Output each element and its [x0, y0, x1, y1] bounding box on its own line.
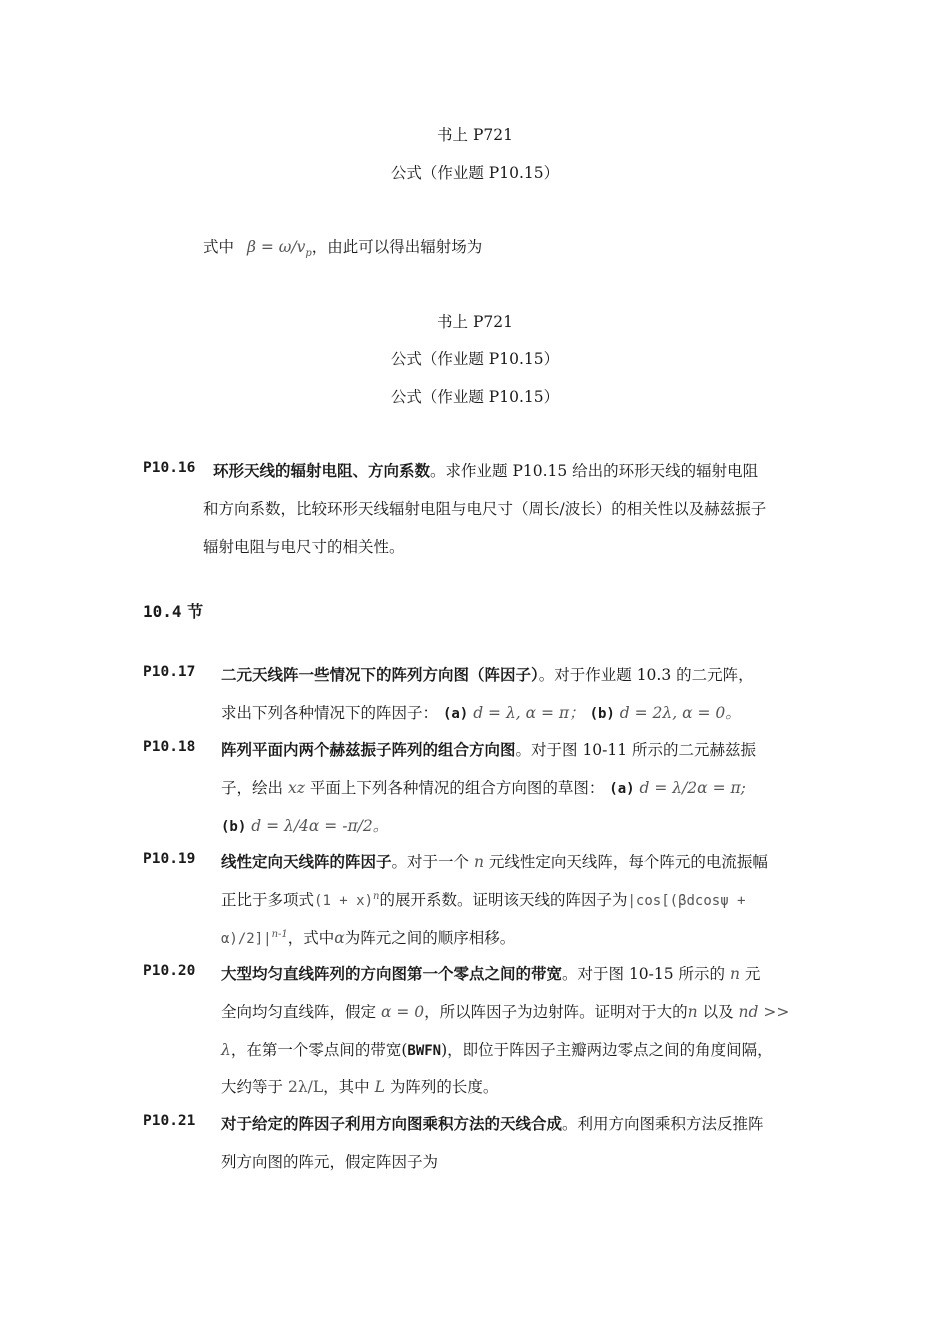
reference-book-page: 书上 P721 [437, 126, 513, 144]
problem-id-p1021: P10.21 [143, 1113, 196, 1129]
problem-p1016-title: 环形天线的辐射电阻、方向系数 [213, 461, 431, 480]
problem-p1017-title: 二元天线阵一些情况下的阵列方向图（阵因子） [221, 665, 539, 684]
section-heading: 10.4 节 [143, 602, 204, 621]
problem-p1019-line2: 正比于多项式$(1 + x)^n$的展开系数。证明该天线的阵因子为|cos[(βdcosψ + [221, 890, 746, 909]
problem-p1020-line1: 大型均匀直线阵列的方向图第一个零点之间的带宽。对于图 10-15 所示的 n 元 [221, 964, 761, 983]
problem-id-p1018: P10.18 [143, 739, 196, 755]
problem-p1020-line4: 大约等于 2λ/L，其中 L 为阵列的长度。 [221, 1078, 499, 1096]
reference-formula: 公式（作业题 P10.15） [390, 164, 560, 182]
problem-p1016-line3: 辐射电阻与电尺寸的相关性。 [203, 538, 405, 556]
problem-p1016-line2: 和方向系数，比较环形天线辐射电阻与电尺寸（周长/波长）的相关性以及赫兹振子 [203, 500, 767, 518]
problem-p1019-line1: 线性定向天线阵的阵因子。对于一个 n 元线性定向天线阵，每个阵元的电流振幅 [221, 852, 768, 871]
problem-p1021-title: 对于给定的阵因子利用方向图乘积方法的天线合成 [221, 1114, 563, 1133]
problem-p1019-line3: $\alpha)/2]|^{n-1}$，式中α为阵元之间的顺序相移。 [221, 928, 516, 947]
reference-formula-2b: 公式（作业题 P10.15） [390, 388, 560, 406]
beta-definition-line [203, 235, 482, 259]
problem-p1018-line1: 阵列平面内两个赫兹振子阵列的组合方向图。对于图 10-11 所示的二元赫兹振 [221, 740, 757, 759]
problem-p1016-line1: 环形天线的辐射电阻、方向系数。求作业题 P10.15 给出的环形天线的辐射电阻 [213, 461, 759, 480]
beta-suffix: ，由此可以得出辐射场为 [311, 238, 483, 256]
beta-subscript: p [305, 248, 312, 260]
problem-id-p1020: P10.20 [143, 963, 196, 979]
beta-prefix: 式中 [203, 238, 235, 256]
problem-p1018-line3: (b) d = λ/4α = -π/2。 [221, 817, 389, 835]
problem-p1021-line1: 对于给定的阵因子利用方向图乘积方法的天线合成。利用方向图乘积方法反推阵 [221, 1114, 764, 1133]
problem-id-p1016: P10.16 [143, 460, 196, 476]
problem-p1018-title: 阵列平面内两个赫兹振子阵列的组合方向图 [221, 740, 516, 759]
problem-p1021-line2: 列方向图的阵元，假定阵因子为 [221, 1153, 439, 1171]
problem-p1020-line2: 全向均匀直线阵，假定 α = 0，所以阵因子为边射阵。证明对于大的n 以及 nd >> [221, 1003, 790, 1021]
reference-formula-2a: 公式（作业题 P10.15） [390, 350, 560, 368]
problem-id-p1019: P10.19 [143, 851, 196, 867]
problem-id-p1017: P10.17 [143, 664, 196, 680]
problem-p1017-line1: 二元天线阵一些情况下的阵列方向图（阵因子）。对于作业题 10.3 的二元阵， [221, 665, 754, 684]
reference-book-page-2: 书上 P721 [437, 313, 513, 331]
problem-p1019-title: 线性定向天线阵的阵因子 [221, 852, 392, 871]
problem-p1018-line2: 子，绘出 xz 平面上下列各种情况的组合方向图的草图： (a) d = λ/2α = π; [221, 779, 746, 797]
problem-p1017-line2: 求出下列各种情况下的阵因子： (a) d = λ, α = π； (b) d = 2λ, α = 0。 [221, 704, 741, 722]
problem-p1020-title: 大型均匀直线阵列的方向图第一个零点之间的带宽 [221, 964, 563, 983]
problem-p1020-line3: λ，在第一个零点间的带宽(BWFN)，即位于阵因子主瓣两边零点之间的角度间隔， [221, 1041, 773, 1059]
beta-formula: β = ω/v [246, 238, 306, 256]
